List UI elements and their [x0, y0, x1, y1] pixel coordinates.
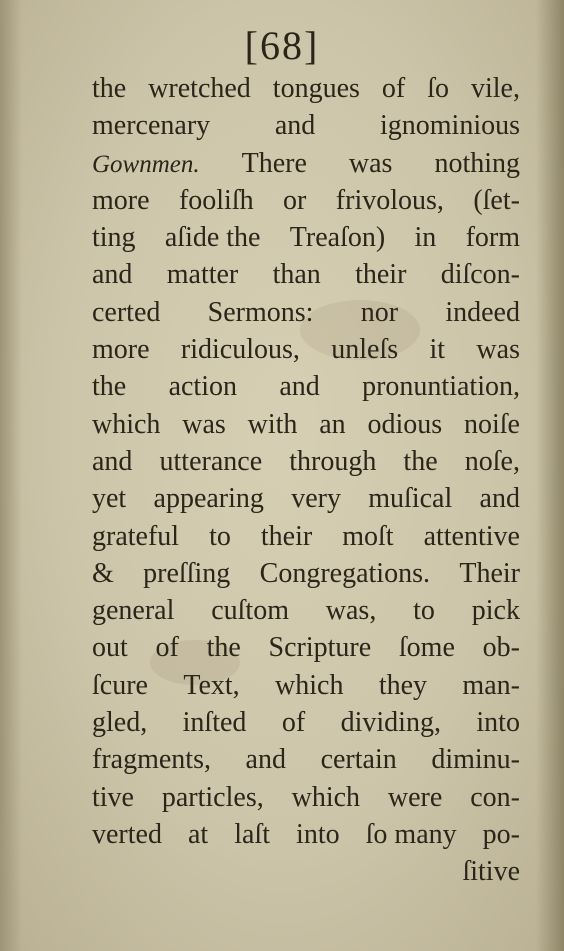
word: than: [272, 259, 321, 291]
word: There: [241, 147, 307, 179]
word: vile,: [470, 73, 520, 104]
word: of: [281, 707, 306, 739]
word: Congregations.: [259, 557, 430, 589]
catchword: ſitive: [462, 856, 520, 888]
text-line: [92, 294, 520, 331]
word: particles,: [161, 781, 264, 813]
page-edge-shadow-left: [0, 0, 22, 951]
word: in: [414, 222, 437, 254]
word: utterance: [159, 445, 263, 477]
text-line: [92, 480, 520, 517]
word: out: [92, 632, 128, 664]
word: or: [283, 184, 307, 216]
word: tive: [92, 781, 134, 813]
word: was: [348, 147, 393, 179]
word: very: [291, 483, 341, 515]
word: po-: [482, 818, 520, 850]
body-text: [92, 70, 520, 891]
word: Treaſon): [289, 222, 386, 254]
text-line: [92, 779, 520, 816]
text-line: [92, 256, 520, 293]
word: muſical: [368, 483, 453, 515]
word: grateful: [92, 520, 180, 552]
word: their: [260, 520, 313, 552]
word: their: [355, 259, 407, 291]
word: noiſe: [463, 408, 520, 440]
word: which: [291, 781, 361, 813]
word: was,: [325, 595, 377, 627]
text-line: [92, 145, 520, 182]
word: preſſing: [143, 557, 231, 589]
word: and: [274, 110, 316, 142]
word: gled,: [92, 707, 148, 739]
word: and: [279, 371, 320, 403]
word: the: [206, 632, 241, 664]
word: Scripture: [268, 632, 372, 664]
word: of: [155, 632, 179, 664]
text-line: [92, 629, 520, 666]
text-line: [92, 107, 520, 144]
word: more: [92, 184, 150, 216]
word: were: [387, 781, 443, 813]
word: verted: [92, 818, 162, 850]
word: and: [479, 483, 520, 515]
word: to: [413, 595, 435, 627]
word: and: [92, 259, 133, 291]
word: Text,: [183, 669, 240, 701]
word: nothing: [434, 147, 520, 179]
word: to: [209, 520, 231, 552]
word: laſt: [234, 818, 271, 850]
word: matter: [166, 259, 239, 291]
word: into: [476, 707, 520, 739]
word: they: [378, 669, 428, 701]
word: mercenary: [92, 110, 211, 142]
word: it: [429, 334, 446, 366]
word: ſcure: [92, 669, 148, 701]
word: ignominious: [379, 110, 520, 142]
word: attentive: [423, 520, 520, 552]
word: ſo: [427, 73, 449, 104]
word: dividing,: [340, 707, 441, 739]
word: (ſet-: [473, 184, 520, 216]
word: unleſs: [331, 334, 399, 366]
word: Their: [459, 557, 520, 589]
word: an: [319, 408, 346, 440]
word: indeed: [445, 296, 520, 328]
word: was: [476, 334, 520, 366]
text-line: [92, 182, 520, 219]
text-line: [92, 667, 520, 704]
word: aſide the: [164, 222, 261, 254]
text-line: [92, 704, 520, 741]
word: appearing: [153, 483, 264, 515]
word: &: [92, 557, 114, 589]
text-line: [92, 592, 520, 629]
word: Sermons:: [207, 296, 314, 328]
word: the: [92, 73, 127, 104]
word: tongues: [272, 73, 360, 104]
word: of: [381, 73, 406, 104]
word: the: [403, 445, 438, 477]
word: yet: [92, 483, 127, 515]
word: odious: [367, 408, 443, 440]
word: pronuntiation,: [362, 371, 520, 403]
text-line: [92, 219, 520, 256]
word: man-: [462, 669, 520, 701]
word: inſted: [182, 707, 247, 739]
page-number: [68]: [244, 23, 320, 68]
word: ſome: [398, 632, 455, 664]
word: diſcon-: [440, 259, 520, 291]
word: ſo many: [365, 818, 457, 850]
word: nor: [360, 296, 399, 328]
word: fragments,: [92, 744, 211, 776]
text-line: [92, 816, 520, 853]
word: and: [92, 445, 133, 477]
word: which: [275, 669, 344, 701]
word: Gownmen.: [92, 150, 200, 178]
word: certain: [320, 744, 397, 776]
word: was: [182, 408, 226, 440]
catchword-line: [92, 853, 520, 890]
word: and: [245, 744, 286, 776]
word: ting: [92, 222, 136, 254]
word: the: [92, 371, 127, 403]
word: which: [92, 408, 161, 440]
word: ob-: [482, 632, 520, 664]
word: noſe,: [464, 445, 520, 477]
word: more: [92, 334, 150, 366]
text-line: [92, 518, 520, 555]
text-line: [92, 70, 520, 107]
word: fooliſh: [178, 184, 254, 216]
page-edge-shadow-right: [536, 0, 564, 951]
word: diminu-: [431, 744, 520, 776]
word: certed: [92, 296, 161, 328]
word: frivolous,: [335, 184, 444, 216]
word: cuſtom: [211, 595, 289, 627]
text-line: [92, 741, 520, 778]
word: action: [168, 371, 237, 403]
word: con-: [470, 781, 520, 813]
word: general: [92, 595, 175, 627]
word: moſt: [342, 520, 394, 552]
word: form: [465, 222, 520, 254]
word: ridiculous,: [180, 334, 300, 366]
text-line: [92, 443, 520, 480]
word: into: [296, 818, 340, 850]
word: with: [247, 408, 298, 440]
text-line: [92, 368, 520, 405]
text-line: [92, 331, 520, 368]
word: pick: [471, 595, 520, 627]
word: wretched: [148, 73, 251, 104]
word: at: [188, 818, 209, 850]
text-line: [92, 555, 520, 592]
text-line: [92, 406, 520, 443]
word: through: [289, 445, 377, 477]
